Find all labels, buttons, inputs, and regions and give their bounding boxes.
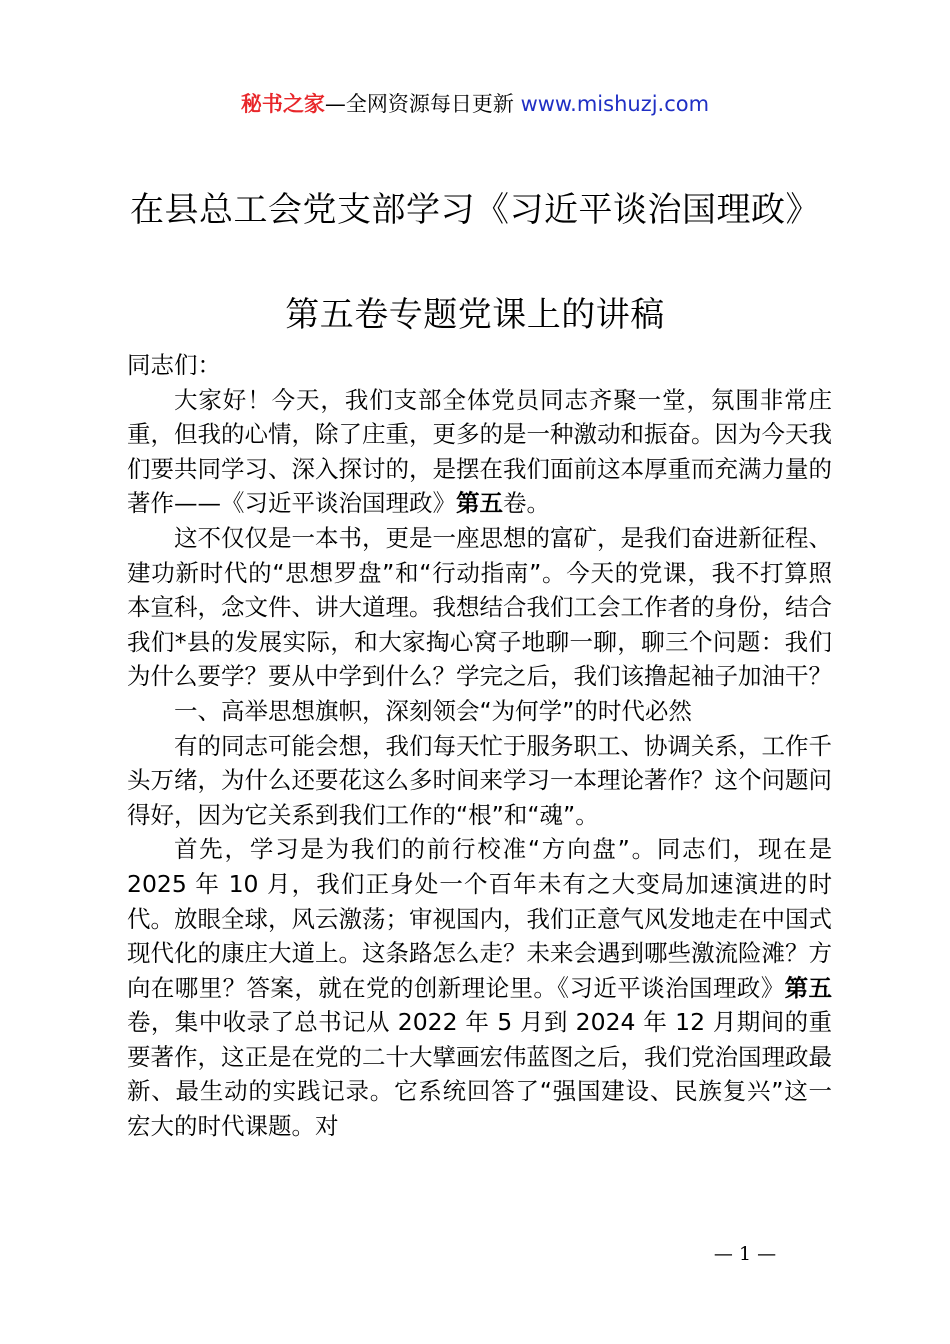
document-title-line-2: 第五卷专题党课上的讲稿 — [285, 295, 665, 335]
paragraph-text: 这不仅仅是一本书，更是一座思想的富矿，是我们奋进新征程、建功新时代的“思想罗盘”和“行动指南”。今天的党课，我不打算照本宣科，念文件、讲大道理。我想结合我们工会工作者的身份，结合我们*县的发展实际，和大家掏心窝子地聊一聊，聊三个问题：我们为什么要学？要从中学到什么？学完之后，我们该撸起袖子加油干？ — [127, 523, 832, 691]
paragraph — [127, 383, 832, 521]
paragraph — [127, 729, 832, 833]
paragraph — [127, 832, 832, 1143]
page-number: — 1 — — [713, 1243, 777, 1265]
paragraph-text: 大家好！今天，我们支部全体党员同志齐聚一堂，氛围非常庄重，但我的心情，除了庄重，更多的是一种激动和振奋。因为今天我们要共同学习、深入探讨的，是摆在我们面前这本厚重而充满力量的著作——《习近平谈治国理政》 — [127, 385, 832, 518]
site-url-link[interactable]: www.mishuzj.com — [520, 92, 710, 116]
paragraph-text-end: 卷，集中收录了总书记从 2022 年 5 月到 2024 年 12 月期间的重要著作，这正是在党的二十大擘画宏伟蓝图之后，我们党治国理政最新、最生动的实践记录。它系统回答了“强国建设、民族复兴”这一宏大的时代课题。对 — [127, 1008, 832, 1141]
paragraph-bold-text: 第五 — [784, 973, 833, 1002]
section-heading — [127, 694, 832, 729]
salutation: 同志们： — [127, 351, 221, 379]
site-header — [0, 88, 950, 120]
paragraph-bold-text: 第五 — [456, 489, 503, 518]
paragraph-text: 首先，学习是为我们的前行校准“方向盘”。同志们，现在是 2025 年 10 月，我们正身处一个百年未有之大变局加速演进的时代。放眼全球，风云激荡；审视国内，我们正意气风发地走在中国式现代化的康庄大道上。这条路怎么走？未来会遇到哪些激流险滩？方向在哪里？答案，就在党的创新理论里。《习近平谈治国理政》 — [127, 835, 832, 1002]
document-body — [127, 348, 832, 1144]
brand-name: 秘书之家 — [240, 92, 325, 116]
section-heading-text: 一、高举思想旗帜，深刻领会“为何学”的时代必然 — [174, 696, 692, 725]
document-title-line-1: 在县总工会党支部学习《习近平谈治国理政》 — [130, 190, 820, 230]
header-tagline: —全网资源每日更新 — [324, 92, 521, 116]
paragraph-text-end: 卷。 — [503, 489, 550, 518]
paragraph-text: 有的同志可能会想，我们每天忙于服务职工、协调关系，工作千头万绪，为什么还要花这么多时间来学习一本理论著作？这个问题问得好，因为它关系到我们工作的“根”和“魂”。 — [127, 731, 832, 829]
paragraph — [127, 521, 832, 694]
